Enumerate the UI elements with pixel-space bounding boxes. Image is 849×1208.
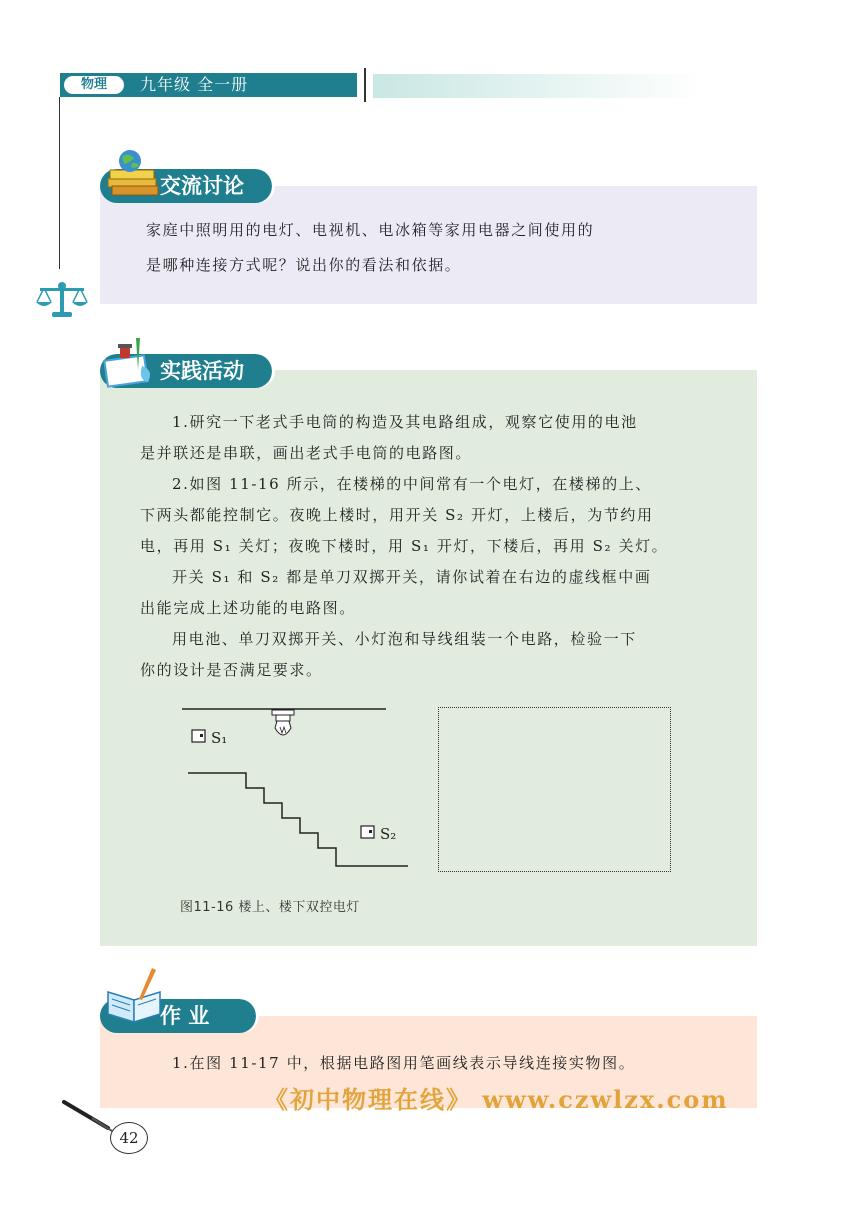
header-gradient-band [373, 74, 703, 98]
header-separator [364, 68, 366, 102]
book-title: 九年级 全一册 [140, 75, 249, 94]
staircase-outline [188, 773, 408, 866]
practice-line-9: 你的设计是否满足要求。 [140, 661, 323, 679]
practice-line-2: 是并联还是串联，画出老式手电筒的电路图。 [140, 444, 473, 462]
drawing-answer-box[interactable] [438, 707, 671, 872]
practice-line-4: 下两头都能控制它。夜晚上楼时，用开关 S₂ 开灯，上楼后，为节约用 [140, 506, 654, 524]
practice-heading-text: 实践活动 [160, 359, 244, 383]
switch-s1-box [192, 730, 205, 742]
bulb-icon [272, 710, 294, 735]
figure-caption: 图11-16 楼上、楼下双控电灯 [180, 900, 360, 915]
paint-tools-icon [102, 336, 160, 388]
practice-line-5: 电，再用 S₁ 关灯；夜晚下楼时，用 S₁ 开灯，下楼后，再用 S₂ 关灯。 [140, 537, 669, 555]
staircase-figure [176, 700, 416, 880]
switch-s1-label: S₁ [211, 729, 228, 747]
margin-line [59, 97, 60, 269]
books-globe-icon [104, 148, 162, 200]
page-number: 42 [110, 1122, 148, 1154]
practice-line-1: 1.研究一下老式手电筒的构造及其电路组成，观察它使用的电池 [172, 413, 638, 431]
homework-heading-text: 作 业 [160, 1004, 210, 1028]
practice-line-8: 用电池、单刀双掷开关、小灯泡和导线组装一个电路，检验一下 [172, 630, 637, 648]
discussion-line-2: 是哪种连接方式呢？说出你的看法和依据。 [146, 256, 462, 274]
practice-line-3: 2.如图 11-16 所示，在楼梯的中间常有一个电灯，在楼梯的上、 [172, 475, 652, 493]
discussion-line-1: 家庭中照明用的电灯、电视机、电冰箱等家用电器之间使用的 [146, 221, 595, 239]
switch-s2-label: S₂ [380, 825, 397, 843]
practice-line-6: 开关 S₁ 和 S₂ 都是单刀双掷开关，请你试着在右边的虚线框中画 [172, 568, 652, 586]
discussion-heading-text: 交流讨论 [160, 174, 244, 198]
practice-line-7: 出能完成上述功能的电路图。 [140, 599, 356, 617]
balance-scale-icon [34, 280, 90, 320]
open-book-pen-icon [104, 966, 168, 1024]
watermark-text: 《初中物理在线》 www.czwlzx.com [264, 1085, 729, 1114]
switch-s2-box [361, 826, 374, 838]
subject-badge: 物理 [64, 76, 124, 94]
homework-line-1: 1.在图 11-17 中，根据电路图用笔画线表示导线连接实物图。 [172, 1054, 636, 1072]
